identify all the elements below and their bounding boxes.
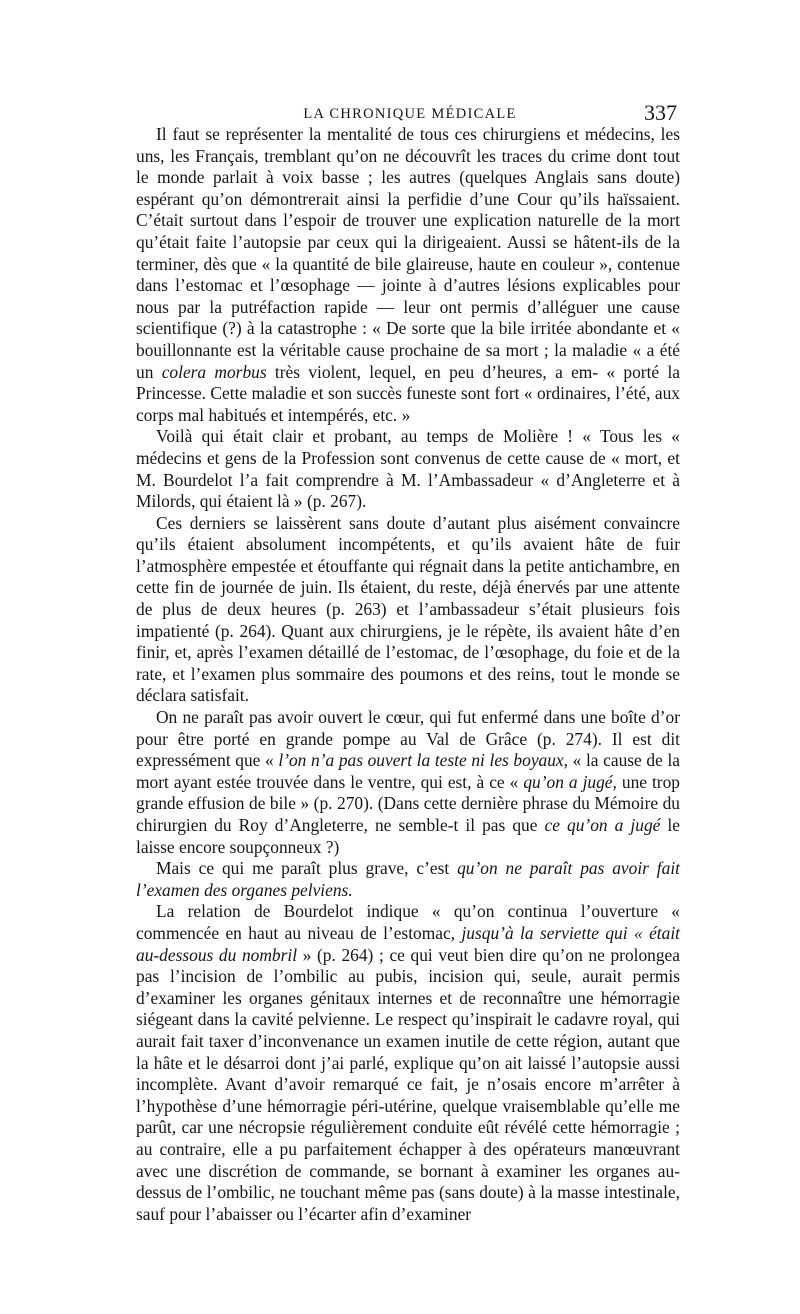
text-run: « la cause de la mort ayant estée trouvée dans le ventre, qui est, à ce « bbox=[136, 750, 681, 792]
italic-text: qu’on a jugé, bbox=[523, 771, 617, 792]
text-run: Il faut se représenter la mentalité de tous ces chirurgiens et médecins, les uns, les Français, tremblant qu’on ne découvrît les traces du crime dont tout le monde parlait à voix basse ; les autres (quelques Anglais sans doute) espérant qu’on démontrerait ainsi la perfidie d’une Cour qu’ils haïssaient. C’était surtout dans l’espoir de trouver une explication naturelle de la mort qu’était faite l’autopsie par ceux qui la dirigeaient. Aussi se hâtent-ils de la terminer, dès que « la quantité de bile glaireuse, haute en couleur », contenue dans l’estomac et l’œsophage — jointe à d’autres lésions explicables pour nous par la putréfaction rapide — leur ont permis d’alléguer une cause scientifique (?) à la catastrophe : « De sorte que la bile irritée abondante et « bouillonnante est la véritable cause prochaine de sa mort ; la maladie « a été un bbox=[136, 124, 680, 382]
italic-text: colera morbus bbox=[161, 361, 267, 382]
body-text bbox=[136, 124, 680, 1225]
paragraph bbox=[136, 707, 680, 858]
italic-text: l’on n’a pas ouvert la teste ni les boyaux, bbox=[278, 750, 569, 771]
text-run: » (p. 264) ; ce qui veut bien dire qu’on ne prolongea pas l’incision de l’ombilic au pubis, incision qui, seule, aurait permis d’examiner les organes génitaux internes et de reconnaître une hémorragie siégeant dans la cavité pelvienne. Le respect qu’inspirait le cadavre royal, qui aurait fait taxer d’inconvenance un examen inutile de cette région, autant que la hâte et le désarroi dont j’ai parlé, explique qu’on ait laissé l’autopsie aussi incomplète. Avant d’avoir remarqué ce fait, je n’osais encore m’arrêter à l’hypothèse d’une hémorragie péri-utérine, quelque vraisemblable qu’elle me parût, car une nécropsie régulièrement conduite eût révélé cette hémorragie ; au contraire, elle a pu parfaitement échapper à des opérateurs manœuvrant avec une discrétion de commande, se bornant à examiner les organes au-dessus de l’ombilic, ne touchant même pas (sans doute) à la masse intestinale, sauf pour l’abaisser ou l’écarter afin d’examiner bbox=[136, 944, 680, 1224]
text-run: Mais ce qui me paraît plus grave, c’est bbox=[156, 858, 458, 879]
italic-text: jusqu’à la serviette qui « était au-dessous du nombril bbox=[136, 922, 680, 965]
text-run: très violent, lequel, en peu d’heures, a em- « porté la Princesse. Cette maladie et son succès funeste sont fort « ordinaires, l’été, aux corps mal habitués et intempérés, etc. » bbox=[136, 361, 680, 425]
page-number: 337 bbox=[644, 100, 677, 125]
paragraph bbox=[136, 426, 680, 512]
text-run: une trop grande effusion de bile » (p. 270). (Dans cette dernière phrase du Mémoire du chirurgien du Roy d’Angleterre, ne semble-t il pas que bbox=[136, 771, 680, 835]
text-run: le laisse encore soupçonneux ?) bbox=[136, 815, 680, 857]
text-run: Voilà qui était clair et probant, au temps de Molière ! « Tous les « médecins et gens de la Profession sont convenus de cette cause de « mort, et M. Bourdelot l’a fait comprendre à M. l’Ambassadeur « d’Angleterre et à Milords, qui étaient là » (p. 267). bbox=[136, 426, 680, 512]
italic-text: ce qu’on a jugé bbox=[544, 815, 661, 835]
paragraph bbox=[136, 124, 680, 426]
text-run: La relation de Bourdelot indique « qu’on continua l’ouverture « commencée en haut au niveau de l’estomac, bbox=[136, 901, 680, 943]
italic-text: qu’on ne paraît pas avoir fait l’examen des organes pelviens. bbox=[136, 858, 680, 900]
running-title: LA CHRONIQUE MÉDICALE bbox=[303, 106, 517, 122]
paragraph bbox=[136, 858, 680, 901]
text-run: On ne paraît pas avoir ouvert le cœur, qui fut enfermé dans une boîte d’or pour être porté en grande pompe au Val de Grâce (p. 274). Il est dit expressément que « bbox=[136, 707, 680, 771]
paragraph bbox=[136, 513, 680, 707]
text-run: Ces derniers se laissèrent sans doute d’autant plus aisément convaincre qu’ils étaient absolument incompétents, et qu’ils avaient hâte de fuir l’atmosphère empestée et étouffante qui régnait dans la petite antichambre, en cette fin de journée de juin. Ils étaient, du reste, déjà énervés par une attente de plus de deux heures (p. 263) et l’ambassadeur s’était plusieurs fois impatienté (p. 264). Quant aux chirurgiens, je le répète, ils avaient hâte d’en finir, et, après l’examen détaillé de l’estomac, de l’œsophage, du foie et de la rate, et l’examen plus sommaire des poumons et des reins, tout le monde se déclara satisfait. bbox=[136, 512, 680, 706]
paragraph bbox=[136, 901, 680, 1225]
